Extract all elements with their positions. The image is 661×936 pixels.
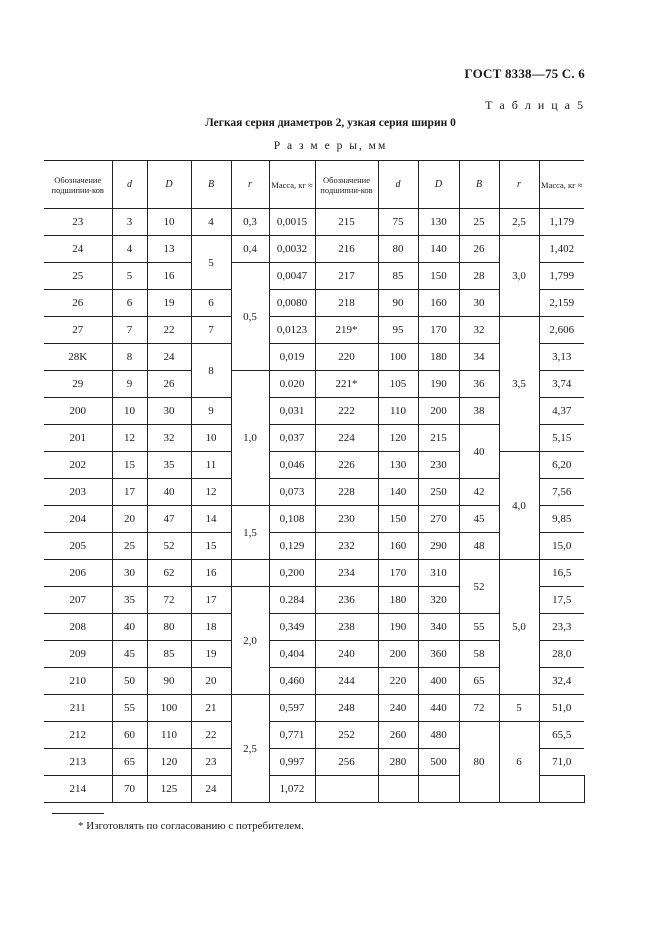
cell-mass: 1,179 [539, 209, 584, 236]
cell-mass: 15,0 [539, 533, 584, 560]
cell-designation: 214 [44, 776, 112, 803]
cell-B: 48 [459, 533, 499, 560]
cell-d: 3 [112, 209, 147, 236]
cell-B: 72 [459, 695, 499, 722]
cell-r: 2,5 [499, 209, 539, 236]
cell-mass: 4,37 [539, 398, 584, 425]
empty-cell [378, 776, 418, 803]
cell-mass: 2,159 [539, 290, 584, 317]
empty-cell [418, 776, 459, 803]
cell-r: 2,5 [231, 695, 269, 803]
cell-designation: 207 [44, 587, 112, 614]
cell-B: 11 [191, 452, 231, 479]
cell-D: 10 [147, 209, 191, 236]
cell-d: 190 [378, 614, 418, 641]
col-D-left: D [147, 161, 191, 209]
col-designation-right: Обозначение подшипни-ков [315, 161, 378, 209]
cell-B: 4 [191, 209, 231, 236]
cell-d: 4 [112, 236, 147, 263]
cell-D: 22 [147, 317, 191, 344]
cell-D: 480 [418, 722, 459, 749]
cell-d: 75 [378, 209, 418, 236]
table-row [44, 209, 584, 236]
cell-B: 5 [191, 236, 231, 290]
bearing-dimensions-table [44, 160, 584, 803]
cell-B: 45 [459, 506, 499, 533]
cell-D: 85 [147, 641, 191, 668]
empty-cell [315, 776, 378, 803]
cell-B: 19 [191, 641, 231, 668]
cell-mass: 3,13 [539, 344, 584, 371]
cell-mass: 6,20 [539, 452, 584, 479]
cell-d: 85 [378, 263, 418, 290]
cell-D: 160 [418, 290, 459, 317]
cell-mass: 3,74 [539, 371, 584, 398]
table-row [44, 236, 584, 263]
cell-d: 65 [112, 749, 147, 776]
cell-mass: 0,019 [269, 344, 315, 371]
cell-B: 21 [191, 695, 231, 722]
cell-designation: 252 [315, 722, 378, 749]
cell-designation: 206 [44, 560, 112, 587]
col-B-right: B [459, 161, 499, 209]
cell-mass: 0,073 [269, 479, 315, 506]
cell-D: 215 [418, 425, 459, 452]
table-subtitle: Р а з м е р ы, мм [273, 140, 388, 152]
cell-B: 25 [459, 209, 499, 236]
cell-D: 24 [147, 344, 191, 371]
cell-d: 12 [112, 425, 147, 452]
cell-D: 72 [147, 587, 191, 614]
cell-B: 24 [191, 776, 231, 803]
cell-d: 220 [378, 668, 418, 695]
cell-D: 120 [147, 749, 191, 776]
cell-d: 105 [378, 371, 418, 398]
cell-mass: 0,0015 [269, 209, 315, 236]
cell-D: 16 [147, 263, 191, 290]
cell-mass: 0,997 [269, 749, 315, 776]
cell-B: 36 [459, 371, 499, 398]
cell-mass: 0,0032 [269, 236, 315, 263]
cell-d: 100 [378, 344, 418, 371]
cell-D: 310 [418, 560, 459, 587]
cell-mass: 0.284 [269, 587, 315, 614]
cell-designation: 230 [315, 506, 378, 533]
cell-B: 26 [459, 236, 499, 263]
cell-d: 95 [378, 317, 418, 344]
cell-mass: 1,072 [269, 776, 315, 803]
cell-d: 7 [112, 317, 147, 344]
cell-designation: 244 [315, 668, 378, 695]
footnote-rule [52, 813, 104, 814]
cell-B: 40 [459, 425, 499, 479]
cell-designation: 224 [315, 425, 378, 452]
cell-designation: 240 [315, 641, 378, 668]
cell-mass: 17,5 [539, 587, 584, 614]
cell-designation: 200 [44, 398, 112, 425]
cell-designation: 216 [315, 236, 378, 263]
cell-B: 14 [191, 506, 231, 533]
cell-d: 17 [112, 479, 147, 506]
cell-mass: 51,0 [539, 695, 584, 722]
cell-designation: 205 [44, 533, 112, 560]
cell-D: 90 [147, 668, 191, 695]
cell-designation: 26 [44, 290, 112, 317]
cell-d: 140 [378, 479, 418, 506]
cell-D: 19 [147, 290, 191, 317]
cell-d: 150 [378, 506, 418, 533]
cell-designation: 248 [315, 695, 378, 722]
cell-B: 9 [191, 398, 231, 425]
cell-r: 0,4 [231, 236, 269, 263]
cell-r: 6 [499, 722, 539, 803]
cell-B: 65 [459, 668, 499, 695]
cell-designation: 23 [44, 209, 112, 236]
cell-D: 110 [147, 722, 191, 749]
cell-B: 38 [459, 398, 499, 425]
cell-B: 80 [459, 722, 499, 803]
cell-D: 270 [418, 506, 459, 533]
cell-d: 70 [112, 776, 147, 803]
cell-designation: 228 [315, 479, 378, 506]
document-header: ГОСТ 8338—75 С. 6 [464, 66, 585, 81]
table-row [44, 722, 584, 749]
cell-B: 10 [191, 425, 231, 452]
cell-D: 400 [418, 668, 459, 695]
cell-designation: 221* [315, 371, 378, 398]
col-D-right: D [418, 161, 459, 209]
cell-D: 52 [147, 533, 191, 560]
cell-designation: 211 [44, 695, 112, 722]
cell-d: 60 [112, 722, 147, 749]
cell-designation: 226 [315, 452, 378, 479]
cell-mass: 0,349 [269, 614, 315, 641]
cell-D: 26 [147, 371, 191, 398]
cell-mass: 28,0 [539, 641, 584, 668]
cell-d: 6 [112, 290, 147, 317]
cell-designation: 256 [315, 749, 378, 776]
cell-mass: 0.020 [269, 371, 315, 398]
cell-designation: 29 [44, 371, 112, 398]
cell-B: 55 [459, 614, 499, 641]
cell-mass: 0,200 [269, 560, 315, 587]
cell-B: 8 [191, 344, 231, 398]
cell-D: 140 [418, 236, 459, 263]
table-number: Т а б л и ц а 5 [485, 98, 585, 112]
cell-D: 40 [147, 479, 191, 506]
cell-designation: 218 [315, 290, 378, 317]
cell-B: 15 [191, 533, 231, 560]
cell-D: 190 [418, 371, 459, 398]
col-mass-left: Масса, кг ≈ [269, 161, 315, 209]
cell-designation: 25 [44, 263, 112, 290]
cell-d: 55 [112, 695, 147, 722]
footnote: * Изготовлять по согласованию с потребителем. [78, 820, 304, 832]
cell-designation: 203 [44, 479, 112, 506]
cell-d: 160 [378, 533, 418, 560]
cell-d: 240 [378, 695, 418, 722]
cell-mass: 0,046 [269, 452, 315, 479]
col-d-left: d [112, 161, 147, 209]
cell-B: 6 [191, 290, 231, 317]
cell-D: 80 [147, 614, 191, 641]
cell-mass: 0,0047 [269, 263, 315, 290]
cell-d: 200 [378, 641, 418, 668]
cell-mass: 65,5 [539, 722, 584, 749]
cell-d: 20 [112, 506, 147, 533]
cell-r: 3,5 [499, 317, 539, 452]
header-row [44, 161, 584, 209]
cell-B: 23 [191, 749, 231, 776]
cell-designation: 213 [44, 749, 112, 776]
cell-B: 58 [459, 641, 499, 668]
cell-designation: 222 [315, 398, 378, 425]
cell-designation: 210 [44, 668, 112, 695]
cell-designation: 208 [44, 614, 112, 641]
cell-mass: 0,0123 [269, 317, 315, 344]
cell-r: 5 [499, 695, 539, 722]
col-r-left: r [231, 161, 269, 209]
table-row [44, 695, 584, 722]
cell-mass: 5,15 [539, 425, 584, 452]
cell-d: 25 [112, 533, 147, 560]
cell-mass: 71,0 [539, 749, 584, 776]
cell-designation: 220 [315, 344, 378, 371]
cell-mass: 0,129 [269, 533, 315, 560]
cell-B: 52 [459, 560, 499, 614]
table-title: Легкая серия диаметров 2, узкая серия ширин 0 [205, 117, 456, 129]
cell-d: 50 [112, 668, 147, 695]
cell-r [231, 560, 269, 587]
cell-D: 62 [147, 560, 191, 587]
cell-mass: 7,56 [539, 479, 584, 506]
cell-D: 130 [418, 209, 459, 236]
cell-designation: 238 [315, 614, 378, 641]
cell-D: 200 [418, 398, 459, 425]
cell-B: 20 [191, 668, 231, 695]
cell-D: 100 [147, 695, 191, 722]
cell-mass: 0,771 [269, 722, 315, 749]
cell-D: 47 [147, 506, 191, 533]
col-designation-left: Обозначение подшипни-ков [44, 161, 112, 209]
cell-mass: 0,108 [269, 506, 315, 533]
col-d-right: d [378, 161, 418, 209]
cell-B: 28 [459, 263, 499, 290]
cell-D: 35 [147, 452, 191, 479]
cell-D: 250 [418, 479, 459, 506]
cell-r: 5,0 [499, 560, 539, 695]
col-mass-right: Масса, кг ≈ [539, 161, 584, 209]
cell-r: 0,3 [231, 209, 269, 236]
cell-mass: 0,0080 [269, 290, 315, 317]
cell-r: 3,0 [499, 236, 539, 317]
col-r-right: r [499, 161, 539, 209]
cell-designation: 28K [44, 344, 112, 371]
cell-designation: 209 [44, 641, 112, 668]
cell-D: 320 [418, 587, 459, 614]
cell-designation: 234 [315, 560, 378, 587]
cell-d: 15 [112, 452, 147, 479]
empty-cell [539, 776, 584, 803]
cell-d: 8 [112, 344, 147, 371]
cell-B: 30 [459, 290, 499, 317]
table-row [44, 317, 584, 344]
cell-r: 1,0 [231, 371, 269, 506]
cell-D: 180 [418, 344, 459, 371]
cell-d: 280 [378, 749, 418, 776]
cell-mass: 9,85 [539, 506, 584, 533]
cell-d: 40 [112, 614, 147, 641]
cell-designation: 201 [44, 425, 112, 452]
cell-B: 34 [459, 344, 499, 371]
cell-D: 360 [418, 641, 459, 668]
cell-D: 125 [147, 776, 191, 803]
cell-designation: 24 [44, 236, 112, 263]
table-row [44, 452, 584, 479]
cell-D: 30 [147, 398, 191, 425]
cell-d: 260 [378, 722, 418, 749]
cell-d: 45 [112, 641, 147, 668]
cell-designation: 232 [315, 533, 378, 560]
cell-D: 170 [418, 317, 459, 344]
cell-mass: 0,031 [269, 398, 315, 425]
cell-r: 4,0 [499, 452, 539, 560]
cell-mass: 1,799 [539, 263, 584, 290]
cell-B: 42 [459, 479, 499, 506]
cell-D: 440 [418, 695, 459, 722]
cell-B: 12 [191, 479, 231, 506]
cell-D: 150 [418, 263, 459, 290]
cell-d: 110 [378, 398, 418, 425]
cell-mass: 0,460 [269, 668, 315, 695]
cell-d: 9 [112, 371, 147, 398]
cell-d: 5 [112, 263, 147, 290]
cell-D: 32 [147, 425, 191, 452]
cell-d: 80 [378, 236, 418, 263]
cell-B: 22 [191, 722, 231, 749]
cell-d: 90 [378, 290, 418, 317]
cell-d: 120 [378, 425, 418, 452]
cell-d: 10 [112, 398, 147, 425]
col-B-left: B [191, 161, 231, 209]
cell-mass: 0,037 [269, 425, 315, 452]
cell-mass: 0,404 [269, 641, 315, 668]
cell-d: 130 [378, 452, 418, 479]
cell-D: 340 [418, 614, 459, 641]
cell-d: 180 [378, 587, 418, 614]
cell-d: 35 [112, 587, 147, 614]
cell-designation: 215 [315, 209, 378, 236]
cell-B: 18 [191, 614, 231, 641]
cell-mass: 2,606 [539, 317, 584, 344]
cell-D: 13 [147, 236, 191, 263]
cell-d: 170 [378, 560, 418, 587]
table-row [44, 560, 584, 587]
cell-designation: 217 [315, 263, 378, 290]
cell-mass: 23,3 [539, 614, 584, 641]
cell-r: 0,5 [231, 263, 269, 371]
cell-r: 2,0 [231, 587, 269, 695]
cell-D: 500 [418, 749, 459, 776]
cell-mass: 1,402 [539, 236, 584, 263]
cell-designation: 204 [44, 506, 112, 533]
cell-designation: 219* [315, 317, 378, 344]
cell-mass: 16,5 [539, 560, 584, 587]
cell-B: 16 [191, 560, 231, 587]
cell-B: 7 [191, 317, 231, 344]
cell-d: 30 [112, 560, 147, 587]
cell-designation: 202 [44, 452, 112, 479]
cell-D: 230 [418, 452, 459, 479]
cell-B: 17 [191, 587, 231, 614]
cell-r: 1,5 [231, 506, 269, 560]
cell-B: 32 [459, 317, 499, 344]
cell-designation: 236 [315, 587, 378, 614]
cell-mass: 32,4 [539, 668, 584, 695]
cell-D: 290 [418, 533, 459, 560]
cell-mass: 0,597 [269, 695, 315, 722]
cell-designation: 27 [44, 317, 112, 344]
cell-designation: 212 [44, 722, 112, 749]
